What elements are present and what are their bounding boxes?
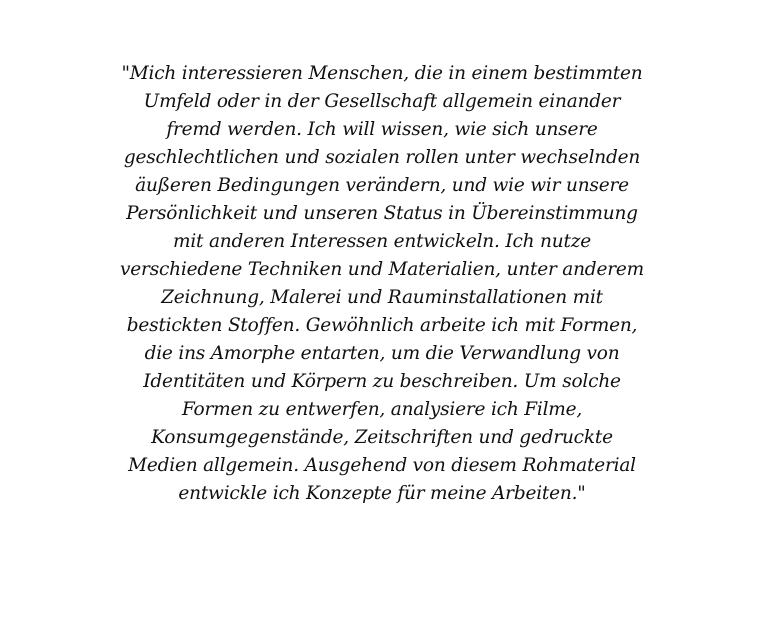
quote-line: Konsumgegenstände, Zeitschriften und gedruckte	[151, 427, 613, 448]
quote-line: Umfeld oder in der Gesellschaft allgemein einander	[143, 91, 621, 112]
quote-line: geschlechtlichen und sozialen rollen unter wechselnden	[123, 147, 641, 168]
quote-line: Zeichnung, Malerei und Rauminstallationen mit	[161, 287, 603, 308]
quote-line: bestickten Stoffen. Gewöhnlich arbeite ich mit Formen,	[126, 315, 638, 336]
quote-line: Medien allgemein. Ausgehend von diesem Rohmaterial	[128, 455, 636, 476]
quote-line: entwickle ich Konzepte für meine Arbeiten."	[178, 483, 586, 504]
quote-line: äußeren Bedingungen verändern, und wie wir unsere	[135, 175, 629, 196]
quote-line: die ins Amorphe entarten, um die Verwandlung von	[144, 343, 620, 364]
quote-line: "Mich interessieren Menschen, die in einem bestimmten	[121, 63, 643, 84]
quote-block	[92, 60, 672, 508]
quote-line: mit anderen Interessen entwickeln. Ich nutze	[172, 231, 591, 252]
quote-line: fremd werden. Ich will wissen, wie sich unsere	[166, 119, 598, 140]
quote-line: verschiedene Techniken und Materialien, unter anderem	[120, 259, 644, 280]
quote-line: Persönlichkeit und unseren Status in Übereinstimmung	[126, 203, 638, 224]
quote-line: Formen zu entwerfen, analysiere ich Filme,	[181, 399, 583, 420]
quote-line: Identitäten und Körpern zu beschreiben. Um solche	[143, 371, 621, 392]
